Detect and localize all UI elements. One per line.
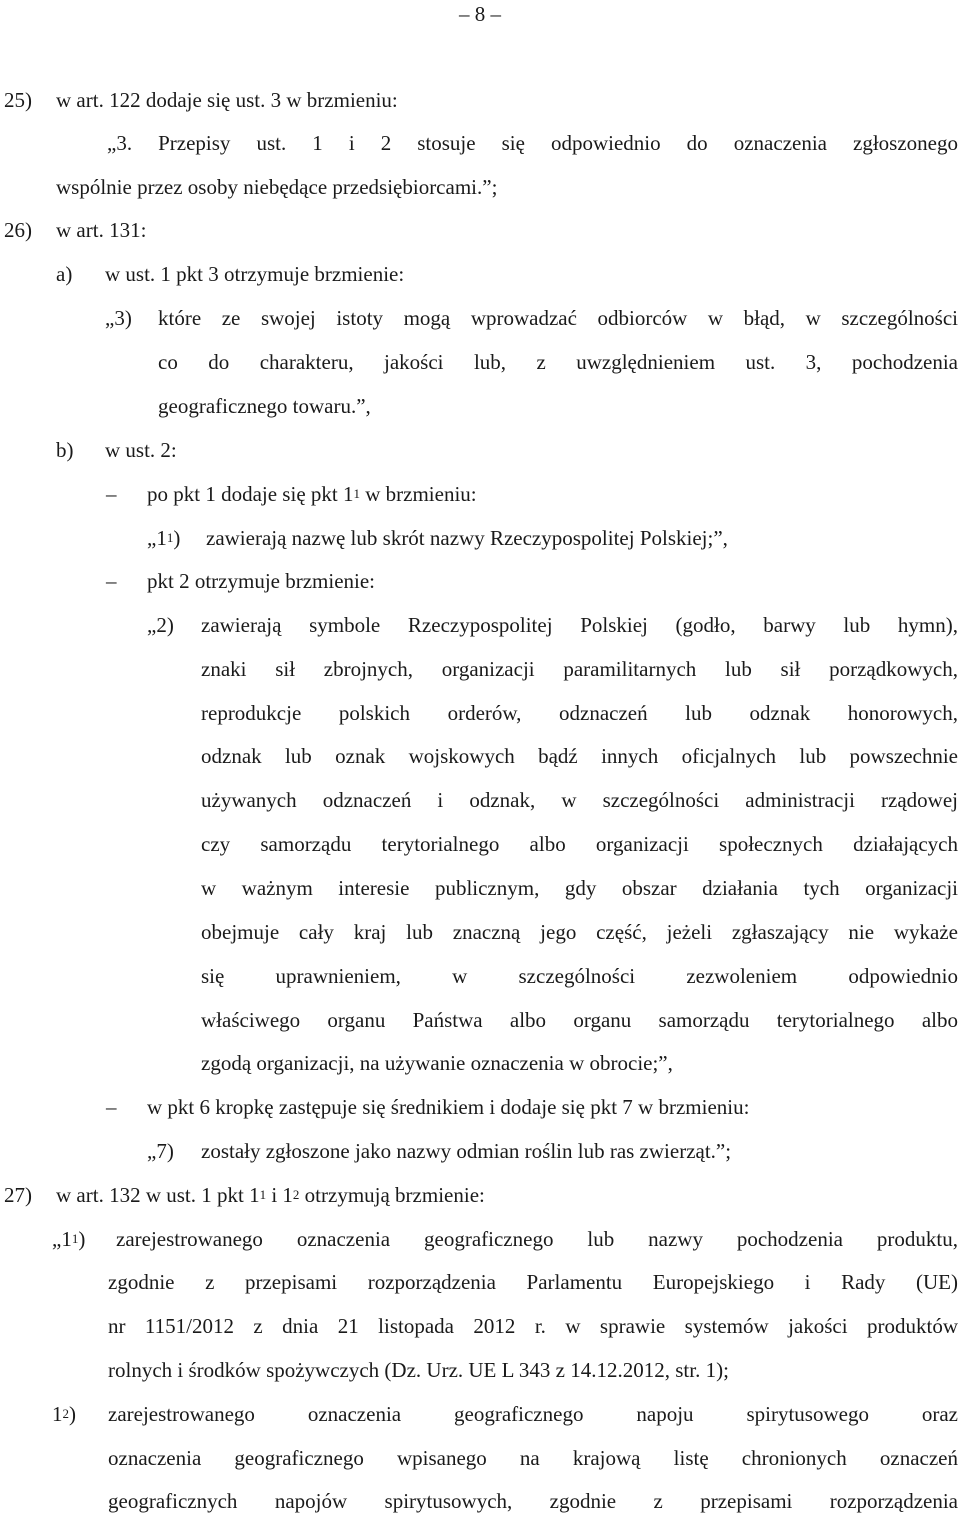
tiret-2-text: pkt 2 otrzymuje brzmienie:	[147, 569, 376, 593]
item-26-text: w art. 131:	[56, 218, 147, 242]
item-26b-letter: b)	[56, 438, 74, 462]
item-26a-quote-line-1: które ze swojej istoty mogą wprowadzać odbiorców w błąd, w szczególności	[158, 306, 958, 330]
item-26a-quote-line-2: co do charakteru, jakości lub, z uwzględnieniem ust. 3, pochodzenia	[158, 350, 958, 374]
item-26-number: 26)	[4, 218, 32, 242]
quote-2-line: reprodukcje polskich orderów, odznaczeń lub odznak honorowych,	[201, 701, 958, 725]
dash-1: –	[106, 482, 117, 506]
quote-2-line: zawierają symbole Rzeczypospolitej Polskiej (godło, barwy lub hymn),	[201, 613, 958, 637]
item-25-number: 25)	[4, 88, 32, 112]
dash-2: –	[106, 569, 117, 593]
point-1-1-line: rolnych i środków spożywczych (Dz. Urz. UE L 343 z 14.12.2012, str. 1);	[108, 1358, 729, 1382]
quote-2-line: znaki sił zbrojnych, organizacji paramilitarnych lub sił porządkowych,	[201, 657, 958, 681]
quote-7-text: zostały zgłoszone jako nazwy odmian roślin lub ras zwierząt.”;	[201, 1139, 732, 1163]
point-1-2-line: oznaczenia geograficznego wpisanego na krajową listę chronionych oznaczeń	[108, 1446, 958, 1470]
quote-2-line: obejmuje cały kraj lub znaczną jego część, jeżeli zgłaszający nie wykaże	[201, 920, 958, 944]
page-number: – 8 –	[459, 2, 501, 26]
point-1-1-line: nr 1151/2012 z dnia 21 listopada 2012 r. w sprawie systemów jakości produktów	[108, 1314, 958, 1338]
dash-3: –	[106, 1095, 117, 1119]
item-26a-letter: a)	[56, 262, 73, 286]
item-25-quote-line-1: „3. Przepisy ust. 1 i 2 stosuje się odpowiednio do oznaczenia zgłoszonego	[107, 131, 958, 155]
item-26a-quote-line-3: geograficznego towaru.”,	[158, 394, 371, 418]
quote-2-line: w ważnym interesie publicznym, gdy obszar działania tych organizacji	[201, 876, 958, 900]
quote-2-line: czy samorządu terytorialnego albo organizacji społecznych działających	[201, 832, 958, 856]
item-26b-text: w ust. 2:	[105, 438, 177, 462]
point-1-2-number: $1^2$)	[52, 1402, 76, 1426]
quote-2-line: się uprawnieniem, w szczególności zezwoleniem odpowiednio	[201, 964, 958, 988]
point-1-1-line: zgodnie z przepisami rozporządzenia Parlamentu Europejskiego i Rady (UE)	[108, 1270, 958, 1294]
point-1-2-line: zarejestrowanego oznaczenia geograficznego napoju spirytusowego oraz	[108, 1402, 958, 1426]
point-1-1-number: $„1^1$)	[52, 1227, 86, 1251]
quote-2-line: właściwego organu Państwa albo organu samorządu terytorialnego albo	[201, 1008, 958, 1032]
item-27-number: 27)	[4, 1183, 32, 1207]
quote-2-line: używanych odznaczeń i odznak, w szczególności administracji rządowej	[201, 788, 958, 812]
quote-1-1-number: $„1^1$)	[147, 526, 181, 550]
tiret-3-text: w pkt 6 kropkę zastępuje się średnikiem i dodaje się pkt 7 w brzmieniu:	[147, 1095, 750, 1119]
quote-7-number: „7)	[147, 1139, 174, 1163]
point-1-1-line: zarejestrowanego oznaczenia geograficznego lub nazwy pochodzenia produktu,	[116, 1227, 958, 1251]
item-26a-quote-number: „3)	[105, 306, 132, 330]
quote-2-number: „2)	[147, 613, 174, 637]
quote-1-1-text: zawierają nazwę lub skrót nazwy Rzeczypospolitej Polskiej;”,	[206, 526, 728, 550]
item-26a-text: w ust. 1 pkt 3 otrzymuje brzmienie:	[105, 262, 405, 286]
point-1-2-line: geograficznych napojów spirytusowych, zgodnie z przepisami rozporządzenia	[108, 1489, 958, 1513]
item-25-text: w art. 122 dodaje się ust. 3 w brzmieniu:	[56, 88, 398, 112]
quote-2-line: odznak lub oznak wojskowych bądź innych oficjalnych lub powszechnie	[201, 744, 958, 768]
quote-2-line: zgodą organizacji, na używanie oznaczenia w obrocie;”,	[201, 1051, 673, 1075]
item-27-text: w art. 132 w ust. 1 pkt $1^1$ i $1^2$ otrzymują brzmienie:	[56, 1183, 485, 1207]
tiret-1-text: po pkt 1 dodaje się pkt $1^1$ w brzmieniu:	[147, 482, 477, 506]
item-25-quote-line-2: wspólnie przez osoby niebędące przedsiębiorcami.”;	[56, 175, 498, 199]
